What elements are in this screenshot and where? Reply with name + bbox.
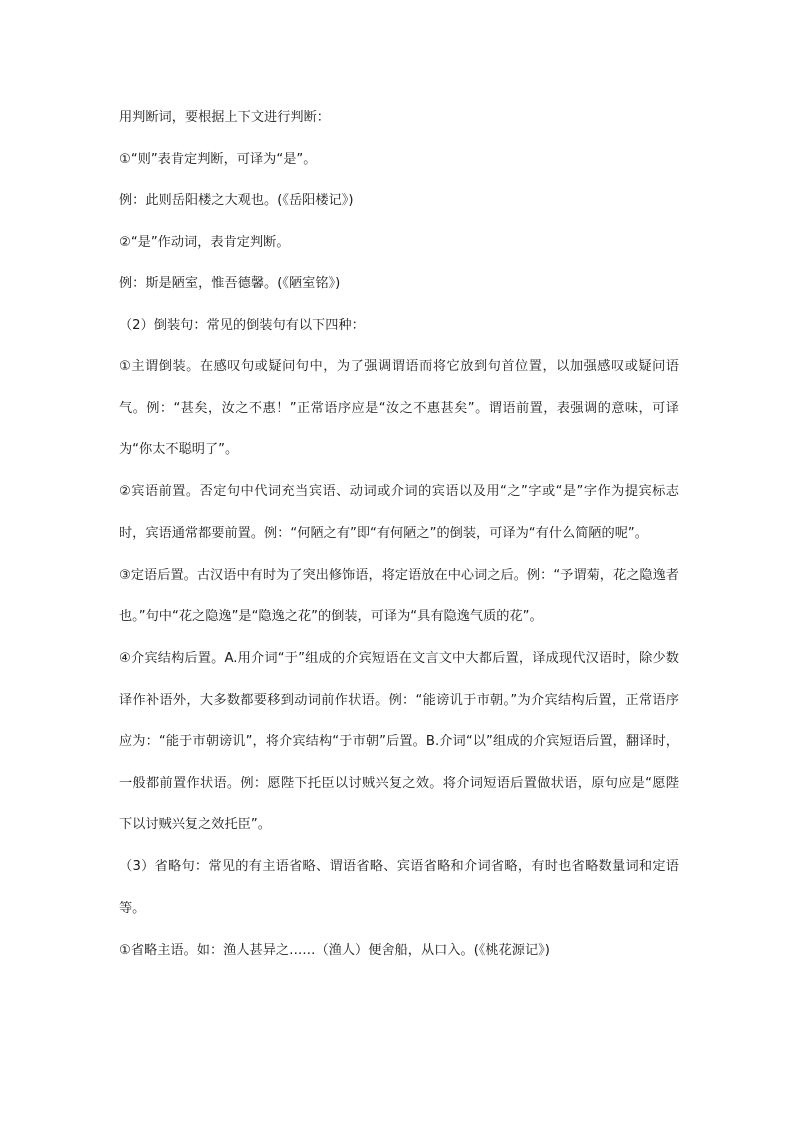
section-heading-ellipsis: （3）省略句：常见的有主语省略、谓语省略、宾语省略和介词省略，有时也省略数量词和定语等。 (119, 859, 679, 916)
text-line-ze-judgment: ①“则”表肯定判断，可译为“是”。 (119, 151, 317, 167)
text-line-example-yueyang: 例：此则岳阳楼之大观也。(《岳阳楼记》) (119, 193, 354, 208)
text-line-judgment-intro: 用判断词，要根据上下文进行判断： (119, 110, 330, 125)
document-body (119, 104, 679, 978)
section-heading-inversion: （2）倒装句：常见的倒装句有以下四种： (119, 317, 365, 333)
paragraph-subject-predicate-inversion: ①主谓倒装。在感叹句或疑问句中，为了强调谓语而将它放到句首位置，以加强感叹或疑问语气。例：“甚矣，汝之不惠！”正常语序应是“汝之不惠甚矣”。谓语前置，表强调的意味，可译为“你太不聪明了”。 (119, 359, 679, 457)
text-line-example-loushi: 例：斯是陋室，惟吾德馨。(《陋室铭》) (119, 276, 341, 291)
text-line-subject-omission: ①省略主语。如：渔人甚异之……（渔人）便舍船，从口入。(《桃花源记》) (119, 942, 550, 958)
text-line-shi-verb: ②“是”作动词，表肯定判断。 (119, 234, 290, 250)
paragraph-attributive-postposed: ③定语后置。古汉语中有时为了突出修饰语，将定语放在中心词之后。例：“予谓菊，花之隐逸者也。”句中“花之隐逸”是“隐逸之花”的倒装，可译为“具有隐逸气质的花”。 (119, 567, 679, 624)
paragraph-object-preposed: ②宾语前置。否定句中代词充当宾语、动词或介词的宾语以及用“之”字或“是”字作为提宾标志时，宾语通常都要前置。例：“何陋之有”即“有何陋之”的倒装，可译为“有什么简陋的呢”。 (119, 484, 679, 541)
paragraph-prepositional-postposed: ④介宾结构后置。A.用介词“于”组成的介宾短语在文言文中大都后置，译成现代汉语时，除少数译作补语外，大多数都要移到动词前作状语。例：“能谤讥于市朝。”为介宾结构后置，正常语序应为：“能于市朝谤讥”，将介宾结构“于市朝”后置。B.介词“以”组成的介宾短语后置，翻译时，一般都前置作状语。例：愿陛下托臣以讨贼兴复之效。将介词短语后置做状语，原句应是“愿陛下以讨贼兴复之效托臣”。 (119, 651, 679, 832)
